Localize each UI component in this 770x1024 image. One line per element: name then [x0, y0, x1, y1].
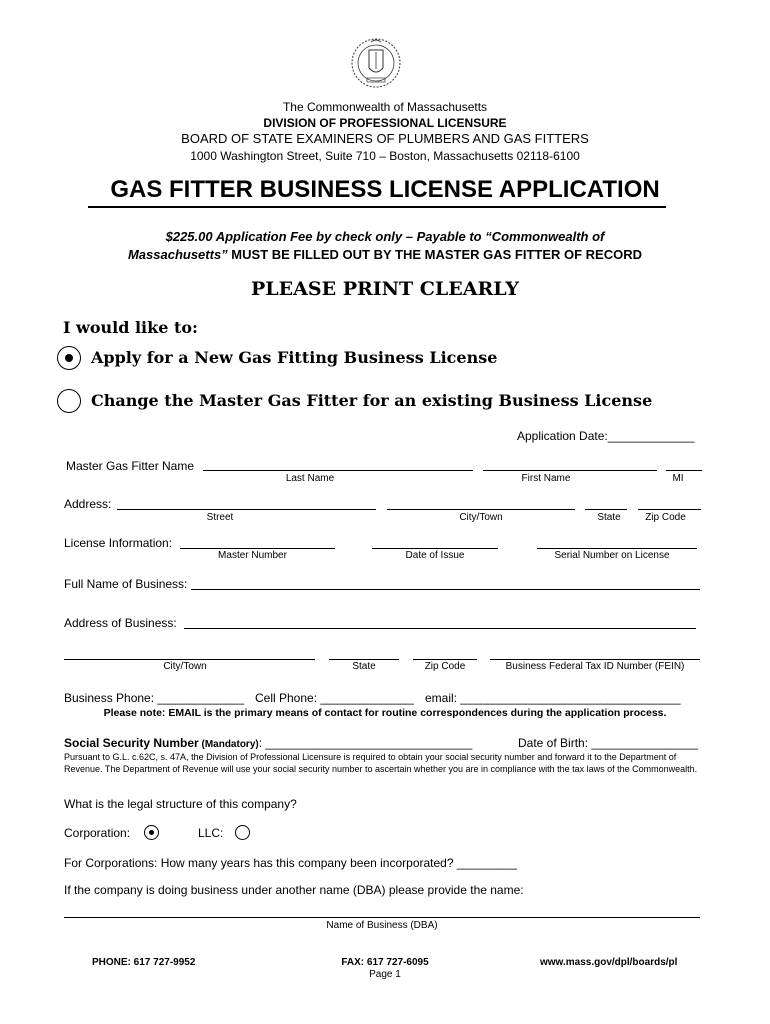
pursuant-notice: Pursuant to G.L. c.62C, s. 47A, the Division of Professional Licensure is required to obtain your social security number and forward it to the Department of Revenue. The Department of Revenue will use your social security number to ascertain whether you are in compliance with the tax laws of the Commonwealth.: [64, 752, 698, 774]
cap-date-of-issue: Date of Issue: [405, 550, 465, 561]
cap-dba: Name of Business (DBA): [326, 920, 438, 931]
cap-business-city: City/Town: [163, 661, 207, 672]
dba-question: If the company is doing business under another name (DBA) please provide the name:: [64, 883, 524, 897]
business-street-input[interactable]: [184, 628, 696, 629]
state-input[interactable]: [585, 509, 627, 510]
page-title: GAS FITTER BUSINESS LICENSE APPLICATION: [110, 176, 660, 203]
radio-llc[interactable]: [235, 825, 250, 840]
first-name-input[interactable]: [483, 470, 657, 471]
footer-phone: PHONE: 617 727-9952: [92, 957, 196, 968]
footer-website[interactable]: www.mass.gov/dpl/boards/pl: [540, 957, 678, 968]
fein-input[interactable]: [490, 659, 700, 660]
cap-street: Street: [206, 512, 234, 523]
fee-must-fill: MUST BE FILLED OUT BY THE MASTER GAS FITTER OF RECORD: [227, 247, 643, 262]
business-state-input[interactable]: [329, 659, 399, 660]
header-division: DIVISION OF PROFESSIONAL LICENSURE: [263, 116, 507, 130]
last-name-input[interactable]: [203, 470, 473, 471]
serial-number-input[interactable]: [537, 548, 697, 549]
ssn-mandatory: (Mandatory): [198, 739, 259, 750]
dba-input[interactable]: [64, 917, 700, 918]
business-zip-input[interactable]: [413, 659, 477, 660]
business-phone-field[interactable]: Business Phone: _____________: [64, 691, 245, 705]
radio-new-license[interactable]: [57, 346, 81, 370]
zip-input[interactable]: [638, 509, 701, 510]
dob-field[interactable]: Date of Birth: ________________: [518, 736, 699, 750]
business-name-input[interactable]: [191, 589, 700, 590]
footer-page: Page 1: [369, 969, 401, 980]
cap-state: State: [597, 512, 621, 523]
street-input[interactable]: [117, 509, 376, 510]
cap-zip: Zip Code: [645, 512, 686, 523]
header-board: BOARD OF STATE EXAMINERS OF PLUMBERS AND GAS FITTERS: [181, 131, 589, 146]
fee-line-1: $225.00 Application Fee by check only – Payable to “Commonwealth of: [165, 229, 605, 244]
license-info-label: License Information:: [64, 536, 173, 550]
llc-label: LLC:: [198, 826, 224, 840]
cap-mi: MI: [672, 473, 684, 484]
cap-business-zip: Zip Code: [424, 661, 466, 672]
years-incorporated-field[interactable]: For Corporations: How many years has this company been incorporated? _________: [64, 856, 517, 870]
cap-last-name: Last Name: [285, 473, 335, 484]
mi-input[interactable]: [666, 470, 702, 471]
master-number-input[interactable]: [180, 548, 335, 549]
radio-corporation[interactable]: [144, 825, 159, 840]
footer-fax: FAX: 617 727-6095: [341, 957, 429, 968]
cap-fein: Business Federal Tax ID Number (FEIN): [505, 661, 685, 672]
fee-payable: Massachusetts”: [127, 247, 228, 262]
massachusetts-seal: [349, 36, 403, 90]
header-commonwealth: The Commonwealth of Massachusetts: [282, 100, 488, 114]
full-name-business-label: Full Name of Business:: [64, 577, 188, 591]
cap-city: City/Town: [459, 512, 503, 523]
cap-business-state: State: [352, 661, 376, 672]
ssn-label: Social Security Number: [64, 736, 199, 750]
cap-serial-number: Serial Number on License: [554, 550, 670, 561]
cell-phone-field[interactable]: Cell Phone: ______________: [255, 691, 414, 705]
legal-structure-question: What is the legal structure of this company?: [64, 797, 297, 811]
option-change-label: Change the Master Gas Fitter for an existing Business License: [91, 391, 653, 410]
radio-corporation-dot: [149, 830, 154, 835]
address-business-label: Address of Business:: [64, 616, 177, 630]
application-date-field[interactable]: Application Date:_____________: [517, 429, 695, 443]
email-note: Please note: EMAIL is the primary means of contact for routine correspondences during the application process.: [103, 707, 667, 719]
print-clearly: PLEASE PRINT CLEARLY: [251, 278, 519, 300]
fee-line-2: [0, 247, 770, 262]
city-input[interactable]: [387, 509, 575, 510]
header-address: 1000 Washington Street, Suite 710 – Boston, Massachusetts 02118-6100: [190, 149, 580, 163]
email-field[interactable]: email: _________________________________: [425, 691, 681, 705]
radio-selected-dot: [65, 354, 73, 362]
ssn-blank: : _______________________________: [258, 736, 473, 750]
date-of-issue-input[interactable]: [372, 548, 498, 549]
master-name-label: Master Gas Fitter Name: [66, 459, 195, 473]
cap-master-number: Master Number: [218, 550, 287, 561]
title-underline: [88, 206, 666, 208]
option-new-label: Apply for a New Gas Fitting Business License: [91, 348, 498, 367]
address-label: Address:: [64, 497, 112, 511]
ssn-field[interactable]: [64, 736, 472, 750]
business-city-input[interactable]: [64, 659, 315, 660]
radio-change-master[interactable]: [57, 389, 81, 413]
cap-first-name: First Name: [521, 473, 571, 484]
corporation-label: Corporation:: [64, 826, 131, 840]
would-like-heading: I would like to:: [63, 318, 198, 337]
